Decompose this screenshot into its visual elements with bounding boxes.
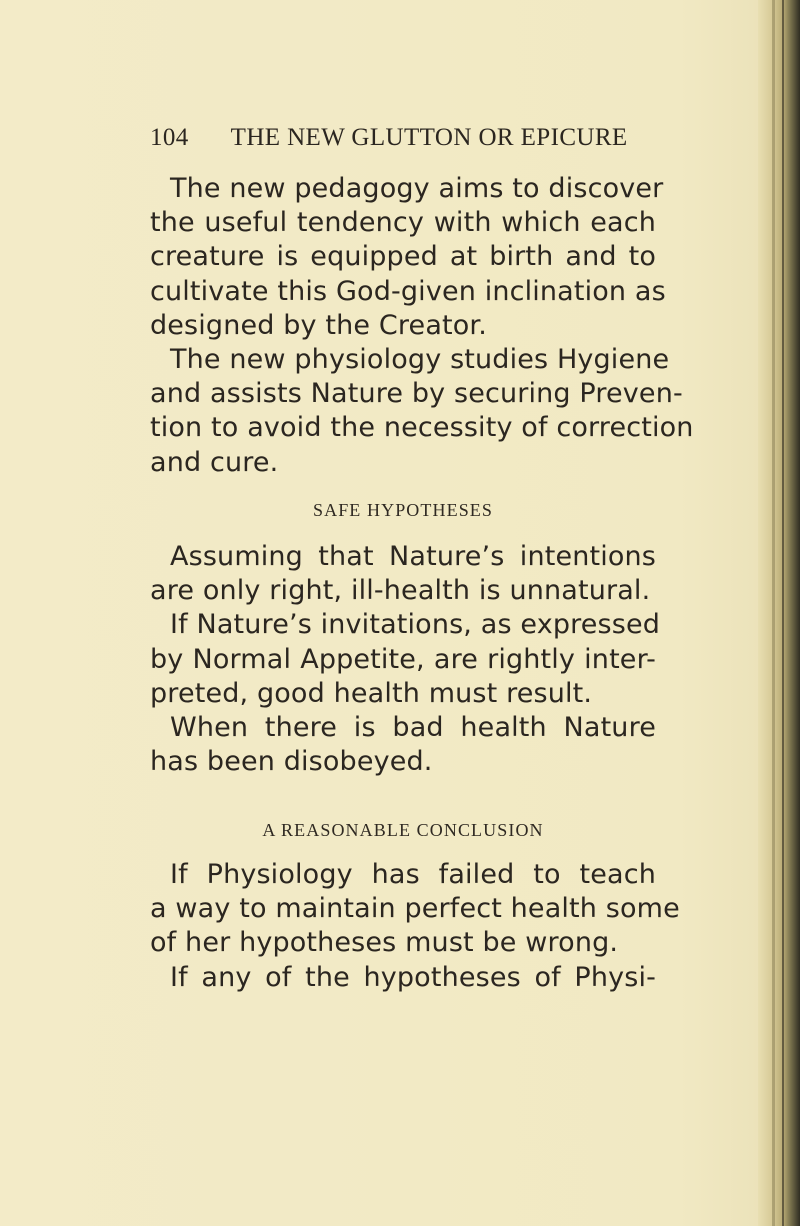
running-title: THE NEW GLUTTON OR EPICURE xyxy=(230,124,628,151)
paragraph-line: creature is equipped at birth and to xyxy=(150,241,656,273)
paragraph-line: of her hypotheses must be wrong. xyxy=(150,927,619,959)
paragraph-line: has been disobeyed. xyxy=(150,746,433,778)
paragraph-line: by Normal Appetite, are rightly inter- xyxy=(150,643,656,675)
paragraph-line: and assists Nature by securing Preven- xyxy=(150,378,683,410)
paragraph-line: a way to maintain perfect health some xyxy=(150,893,680,925)
paragraph-line: If any of the hypotheses of Physi- xyxy=(170,961,656,993)
page-header xyxy=(150,121,660,155)
paragraph-line: tion to avoid the necessity of correction xyxy=(150,412,694,444)
opening-paragraphs xyxy=(150,172,694,480)
hypotheses-paragraphs xyxy=(150,540,661,779)
paragraph-line: cultivate this God-given inclination as xyxy=(150,275,666,307)
paragraph-line: designed by the Creator. xyxy=(150,309,487,341)
paragraph-line: The new pedagogy aims to discover xyxy=(170,173,664,204)
paragraph-line: If Nature’s invitations, as expressed xyxy=(170,609,661,641)
paragraph-line: The new physiology studies Hygiene xyxy=(170,343,670,375)
paragraph-line: the useful tendency with which each xyxy=(150,207,656,239)
book-edge xyxy=(758,0,800,1226)
paragraph-line: When there is bad health Nature xyxy=(170,711,656,743)
paragraph-line: If Physiology has failed to teach xyxy=(170,859,656,890)
paragraph-line: and cure. xyxy=(150,446,279,478)
paragraph-line: preted, good health must result. xyxy=(150,677,593,709)
page-number: 104 xyxy=(150,124,189,151)
section-heading: SAFE HYPOTHESES xyxy=(312,500,494,520)
section-heading: A REASONABLE CONCLUSION xyxy=(262,820,544,840)
conclusion-paragraphs xyxy=(150,858,680,995)
paragraph-line: are only right, ill-health is unnatural. xyxy=(150,575,651,607)
paragraph-line: Assuming that Nature’s intentions xyxy=(170,541,656,572)
